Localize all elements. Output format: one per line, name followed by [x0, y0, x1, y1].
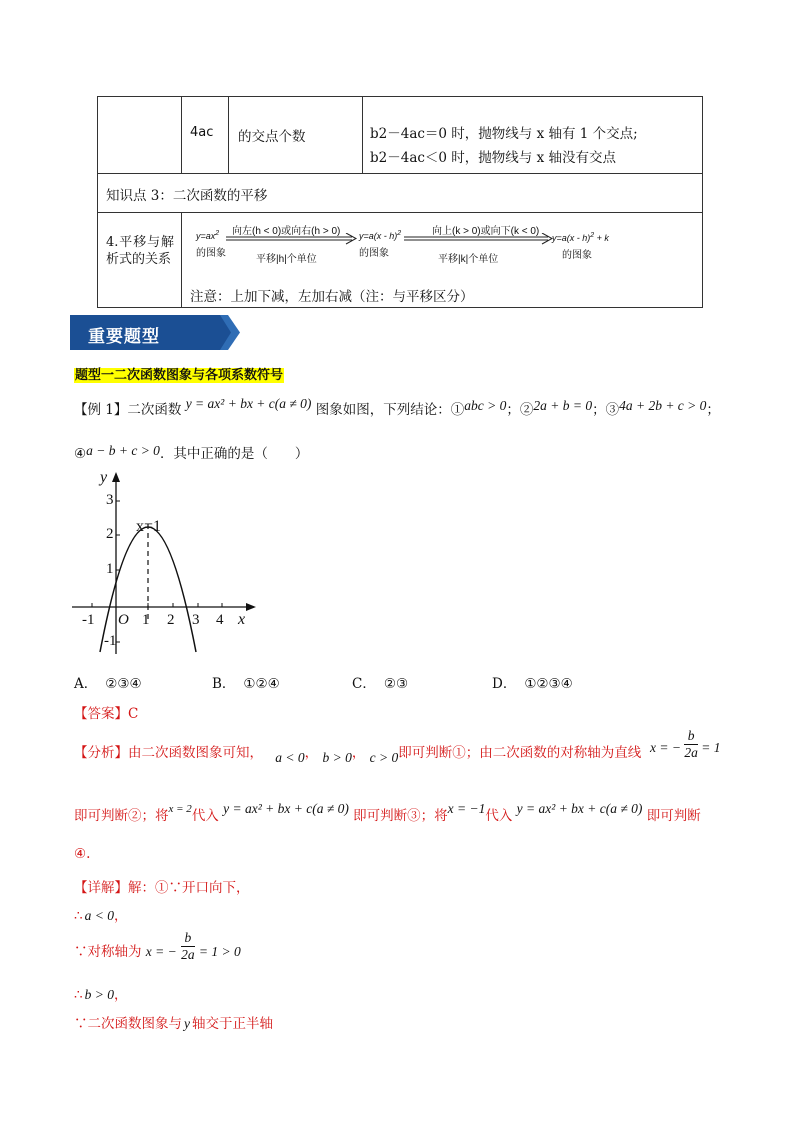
example-sep3: ；③	[592, 402, 620, 418]
table-divider	[97, 173, 703, 174]
table-divider	[228, 96, 229, 173]
arrow2-bottom-label: 平移|k|个单位	[438, 254, 499, 265]
formula-caption-2: 的图象	[359, 248, 389, 259]
cell-discriminant-zero: b2－4ac＝0 时，抛物线与 x 轴有 1 个交点;	[370, 126, 638, 142]
cell-discriminant-negative: b2－4ac＜0 时，抛物线与 x 轴没有交点	[370, 150, 617, 166]
analysis-axis-formula: x = − $\frac{b}{2a}$ = 1	[650, 728, 721, 760]
row-label-translation: 4.平移与解析式的关系	[106, 235, 174, 267]
answer-line: 【答案】C	[74, 706, 139, 722]
table-divider	[181, 212, 182, 308]
cell-intersection-count: 的交点个数	[238, 129, 306, 145]
graph-xtick-2: 2	[167, 612, 175, 628]
arrow2-top-label: 向上(k > 0)或向下(k < 0)	[432, 226, 540, 237]
graph-origin-label: O	[118, 612, 129, 628]
graph-xtick-1: 1	[142, 612, 150, 628]
translation-note: 注意：上加下减，左加右减（注：与平移区分）	[190, 289, 474, 305]
question-type-heading-text: 题型一二次函数图象与各项系数符号	[75, 368, 284, 383]
analysis-line-1: 【分析】由二次函数图象可知， a < 0， b > 0， c > 0即可判断①；由二次函数的对称轴为直线	[74, 745, 642, 765]
graph-ytick-1: 1	[106, 561, 114, 577]
conclusion-4: a − b + c > 0	[86, 443, 160, 458]
example-line2-suffix: ．其中正确的是（ ）	[159, 446, 309, 462]
analysis-line-3: ④.	[74, 846, 91, 862]
detail-line-1: 【详解】解：①∵开口向下，	[74, 880, 250, 896]
cell-4ac: 4ac	[190, 125, 214, 140]
example-function: y = ax² + bx + c(a ≠ 0)	[185, 396, 312, 411]
graph-ytick-3: 3	[106, 492, 114, 508]
example-sep2: ；②	[506, 402, 534, 418]
analysis-a-lt-0: a < 0	[275, 750, 305, 765]
analysis-x-eq-2: x = 2	[168, 803, 192, 815]
option-a: A． ②③④	[74, 676, 142, 692]
analysis-line-2: 即可判断②；将$^{x = 2}$代入 y = ax² + bx + c(a ≠ 0) 即可判断③；将x = −1代入 y = ax² + bx + c(a ≠ 0) 即可判断	[74, 801, 701, 824]
conclusion-1: abc > 0	[464, 398, 507, 413]
conclusion-2: 2a + b = 0	[533, 398, 593, 413]
graph-ytick-neg1: -1	[104, 633, 117, 649]
example-line-2	[74, 442, 308, 462]
question-type-heading	[74, 364, 284, 383]
option-d: D． ①②③④	[492, 676, 573, 692]
table-divider	[181, 96, 182, 173]
graph-xtick-3: 3	[192, 612, 200, 628]
graph-x-label: x	[238, 611, 246, 628]
analysis-b-gt-0: b > 0	[322, 750, 352, 765]
banner-title: 重要题型	[88, 327, 160, 347]
example-middle: 图象如图，下列结论：①	[315, 402, 465, 418]
detail-line-2: ∴ a < 0，	[74, 908, 128, 924]
graph-y-label: y	[100, 469, 108, 486]
formula-y-ax2: $y=ax^2$	[196, 230, 220, 241]
analysis-func-1: y = ax² + bx + c(a ≠ 0)	[223, 801, 349, 816]
arrow1-top-label: 向左(h < 0)或向右(h > 0)	[232, 226, 341, 237]
formula-y-a-x-h2: y=a(x - h)$^2$	[359, 230, 402, 241]
analysis-func-2: y = ax² + bx + c(a ≠ 0)	[516, 801, 643, 816]
table-divider	[362, 96, 363, 173]
analysis-c-gt-0: c > 0	[369, 750, 399, 765]
example-prefix: 【例 1】二次函数	[74, 402, 182, 418]
graph-ytick-2: 2	[106, 526, 114, 542]
knowledge-point-heading: 知识点 3：二次函数的平移	[106, 188, 268, 204]
arrow1-bottom-label: 平移|h|个单位	[256, 254, 317, 265]
example-end3: ；	[706, 402, 720, 418]
arrow-right-2	[404, 233, 554, 245]
option-c: C． ②③	[352, 676, 409, 692]
table-divider	[97, 212, 703, 213]
formula-caption-3: 的图象	[562, 250, 592, 261]
graph-xtick-neg1: -1	[82, 612, 95, 628]
detail-line-4: ∴ b > 0，	[74, 987, 128, 1003]
analysis-x-eq-neg1: x = −1	[447, 801, 486, 816]
parabola-graph	[64, 462, 264, 662]
example-line2-prefix: ④	[74, 446, 87, 462]
conclusion-3: 4a + 2b + c > 0	[619, 398, 707, 413]
formula-caption-1: 的图象	[196, 248, 226, 259]
graph-xtick-4: 4	[216, 612, 224, 628]
detail-line-3: ∵对称轴为 x = − $\frac{b}{2a}$ = 1 > 0	[74, 930, 241, 962]
translation-diagram	[196, 220, 676, 270]
example-line-1	[74, 398, 720, 418]
option-b: B． ①②④	[212, 676, 280, 692]
graph-symmetry-label: x=1	[136, 518, 162, 535]
detail-line-5: ∵二次函数图象与 y 轴交于正半轴	[74, 1016, 273, 1032]
formula-y-a-x-h2-k: y=a(x - h)$^2$ + k	[552, 232, 609, 243]
arrow-right-1	[226, 233, 358, 245]
